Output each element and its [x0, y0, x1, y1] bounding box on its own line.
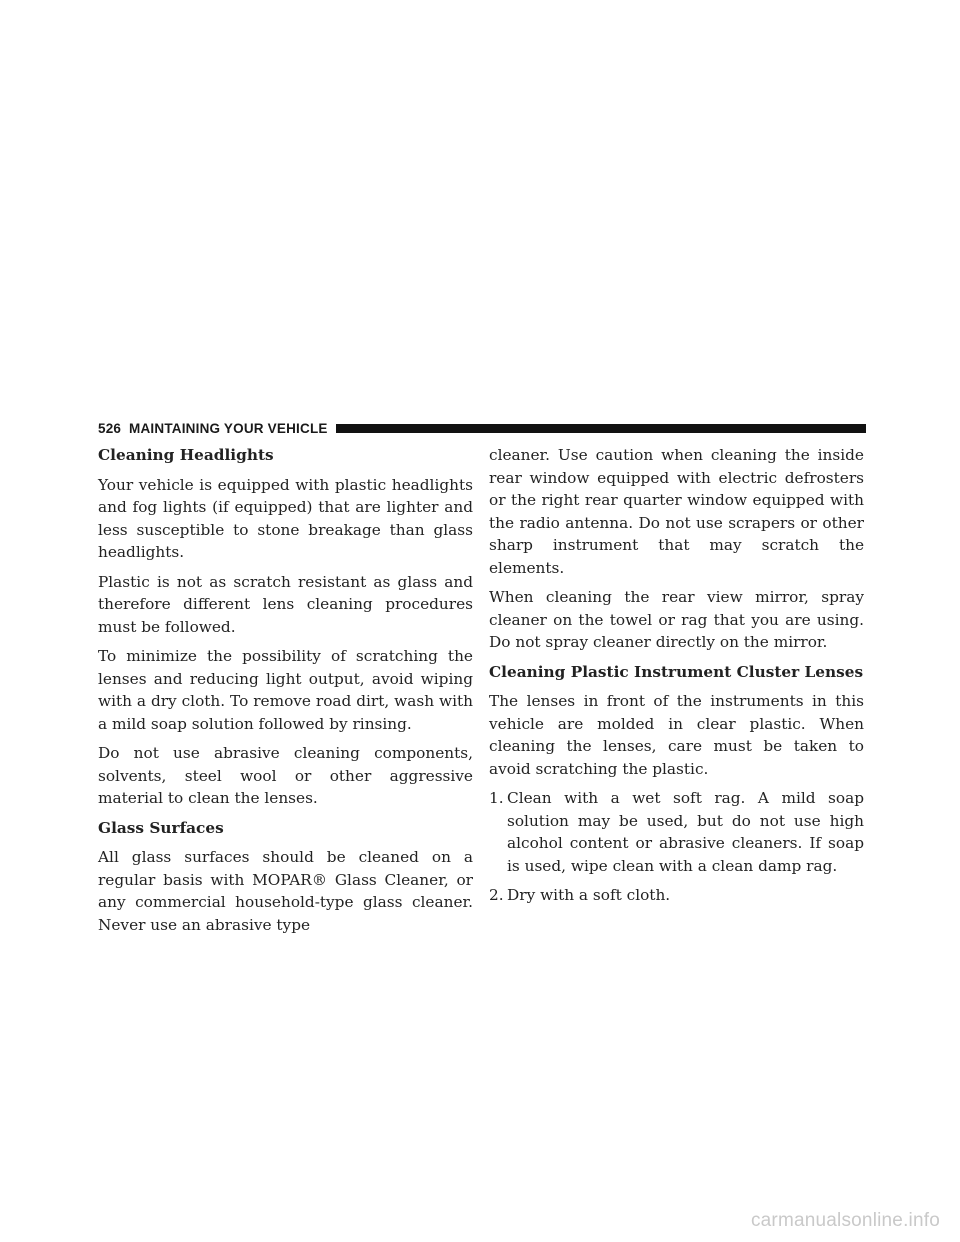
paragraph: Do not use abrasive cleaning components, solvents, steel wool or other aggressive material to clean the lenses.	[98, 744, 473, 807]
watermark: carmanualsonline.info	[750, 1210, 940, 1231]
header-rule-bar	[336, 424, 866, 433]
page-header	[98, 418, 866, 438]
step-text: Clean with a wet soft rag. A mild soap solution may be used, but do not use high alcohol content or abrasive cleaners. If soap is used, wipe clean with a clean damp rag.	[507, 789, 864, 875]
right-column	[489, 444, 864, 914]
heading-glass-surfaces: Glass Surfaces	[98, 818, 224, 837]
paragraph: Plastic is not as scratch resistant as glass and therefore different lens cleaning procedures must be followed.	[98, 572, 473, 636]
paragraph: To minimize the possibility of scratching the lenses and reducing light output, avoid wiping with a dry cloth. To remove road dirt, wash with a mild soap solution followed by rinsing.	[98, 647, 473, 733]
step-number: 1.	[489, 789, 504, 807]
step-number: 2.	[489, 886, 504, 904]
paragraph: cleaner. Use caution when cleaning the inside rear window equipped with electric defrosters or the right rear quarter window equipped with the radio antenna. Do not use scrapers or other sharp instrument that may scratch the elements.	[489, 446, 864, 577]
page-number: 526	[98, 420, 122, 436]
paragraph: The lenses in front of the instruments in this vehicle are molded in clear plastic. When cleaning the lenses, care must be taken to avoid scratching the plastic.	[489, 692, 864, 778]
step-text: Dry with a soft cloth.	[507, 886, 671, 904]
paragraph: All glass surfaces should be cleaned on a regular basis with MOPAR® Glass Cleaner, or any commercial household-type glass cleaner. Never use an abrasive type	[98, 848, 473, 934]
list-item	[489, 884, 864, 907]
section-title: MAINTAINING YOUR VEHICLE	[129, 420, 328, 436]
steps-list	[489, 787, 864, 907]
left-column	[98, 444, 473, 943]
page-header-text	[98, 421, 336, 436]
heading-cleaning-headlights: Cleaning Headlights	[98, 446, 274, 464]
heading-cleaning-plastic-lenses: Cleaning Plastic Instrument Cluster Lenses	[489, 662, 864, 681]
list-item	[489, 787, 864, 877]
paragraph: When cleaning the rear view mirror, spray cleaner on the towel or rag that you are using. Do not spray cleaner directly on the mirror.	[489, 588, 864, 651]
paragraph: Your vehicle is equipped with plastic headlights and fog lights (if equipped) that are lighter and less susceptible to stone breakage than glass headlights.	[98, 475, 473, 561]
